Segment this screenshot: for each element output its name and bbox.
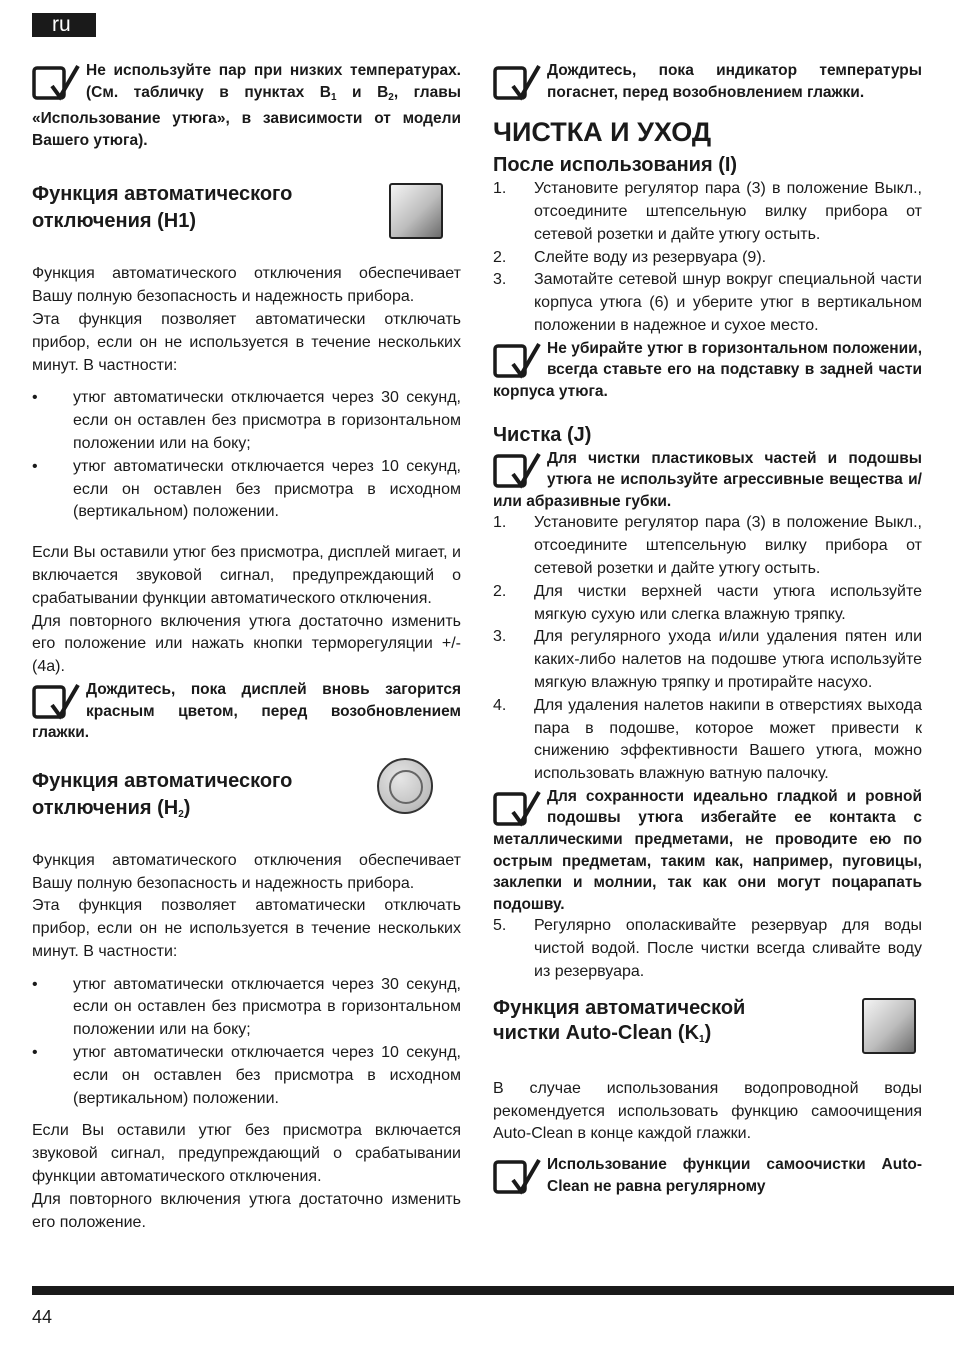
section-h2-title: Функция автоматического отключения $(H_2)$ bbox=[32, 769, 293, 820]
checkbox-check-icon bbox=[493, 790, 541, 828]
auto-clean-header bbox=[493, 996, 922, 1052]
bottom-rule bbox=[32, 1286, 954, 1295]
checkbox-check-icon bbox=[493, 452, 541, 490]
section-h1-title: Функция автоматического отключения (H1) bbox=[32, 183, 293, 233]
list-item: 1. Установите регулятор пара (3) в положение Выкл., отсоедините штепсельную вилку прибора от сетевой розетки и дайте утюгу остыть. bbox=[493, 180, 922, 243]
list-item: 4. Для удаления налетов накипи в отверстиях выхода пара в подошве, которое может привести к снижению эффективности Вашего утюга, можно использовать влажную ватную палочку. bbox=[493, 696, 922, 783]
cleaning-title: Чистка (J) bbox=[493, 423, 592, 446]
checkbox-check-icon bbox=[493, 64, 541, 102]
section-h1-header bbox=[32, 181, 461, 235]
list-item: 1. Установите регулятор пара (3) в положение Выкл., отсоедините штепсельную вилку прибора от сетевой розетки и дайте утюгу остыть. bbox=[493, 514, 922, 577]
list-item: 2. Для чистки верхней части утюга используйте мягкую сухую или слегка влажную тряпку. bbox=[493, 582, 922, 623]
note-no-abrasives: Для чистки пластиковых частей и подошвы утюга не используйте агрессивные вещества и/или абразивные губки. bbox=[493, 449, 922, 510]
cleaning-list bbox=[493, 512, 922, 786]
h2-paragraph-3: Если Вы оставили утюг без присмотра включается звуковой сигнал, предупреждающий о срабатывании функции автоматического отключения. bbox=[32, 1122, 461, 1186]
after-use-title: После использования (I) bbox=[493, 154, 738, 177]
note-auto-clean: Использование функции самоочистки Auto-Clean не равна регулярному bbox=[493, 1154, 922, 1197]
dial-knob-icon bbox=[377, 758, 433, 814]
list-item: • утюг автоматически отключается через 30 секунд, если он оставлен без присмотра в горизонтальном положении или на боку; bbox=[32, 975, 461, 1039]
list-item: 2. Слейте воду из резервуара (9). bbox=[493, 248, 767, 266]
h1-paragraph-1: Функция автоматического отключения обеспечивает Вашу полную безопасность и надежность прибора. bbox=[32, 265, 461, 306]
square-gradient-icon bbox=[389, 183, 443, 239]
left-column bbox=[32, 60, 461, 1234]
page-number: 44 bbox=[32, 1307, 53, 1327]
checkbox-check-icon bbox=[32, 683, 80, 721]
note-low-temperature-text: Не используйте пар при низких температурах. (См. табличку в пунктах $B_1$ и $B_2$, главы «Использование утюга», в зависимости от модели Вашего утюга). bbox=[32, 62, 461, 149]
square-gradient-icon bbox=[862, 998, 916, 1054]
after-use-list bbox=[493, 178, 922, 338]
note-vertical-storage: Не убирайте утюг в горизонтальном положении, всегда ставьте его на подставку в задней части корпуса утюга. bbox=[493, 339, 922, 400]
checkbox-check-icon bbox=[493, 1158, 541, 1196]
note-display-red: Дождитесь, пока дисплей вновь загорится красным цветом, перед возобновлением глажки. bbox=[32, 680, 461, 742]
main-section-title: ЧИСТКА И УХОД bbox=[493, 117, 712, 148]
h1-paragraph-3: Если Вы оставили утюг без присмотра, дисплей мигает, и включается звуковой сигнал, предупреждающий о срабатывании функции автоматического отключения. bbox=[32, 544, 461, 607]
list-item: • утюг автоматически отключается через 10 секунд, если он оставлен без присмотра в исходном (вертикальном) положении. bbox=[32, 457, 461, 521]
language-tab: ru bbox=[32, 13, 96, 37]
auto-clean-paragraph: В случае использования водопроводной воды рекомендуется использовать функцию самоочищения Auto-Clean в конце каждой глажки. bbox=[493, 1079, 922, 1143]
checkbox-check-icon bbox=[32, 64, 80, 102]
list-item: • утюг автоматически отключается через 30 секунд, если он оставлен без присмотра в горизонтальном положении или на боку; bbox=[32, 389, 461, 452]
auto-clean-title: Функция автоматической чистки Auto-Clean $(K_1)$ bbox=[493, 996, 746, 1045]
h1-bullet-list bbox=[32, 387, 461, 524]
list-item: 3. Замотайте сетевой шнур вокруг специальной части корпуса утюга (6) и уберите утюг в вертикальном положении в надежное и сухое место. bbox=[493, 271, 922, 334]
h1-paragraph-4: Для повторного включения утюга достаточно изменить его положение или нажать кнопки терморегуляции +/- (4a). bbox=[32, 612, 461, 676]
list-item: • утюг автоматически отключается через 10 секунд, если он оставлен без присмотра в исходном (вертикальном) положении. bbox=[32, 1044, 461, 1107]
h2-paragraph-4: Для повторного включения утюга достаточно изменить его положение. bbox=[32, 1190, 461, 1231]
right-column bbox=[493, 60, 922, 1197]
note-soleplate-care: Для сохранности идеально гладкой и ровной подошвы утюга избегайте ее контакта с металлическими предметами, не проводите ею по острым предметам, таким как, например, пуговицы, заклепки и молнии, так как они могут поцарапать подошву. bbox=[493, 787, 922, 913]
note-temperature-indicator: Дождитесь, пока индикатор температуры погаснет, перед возобновлением глажки. bbox=[493, 60, 922, 103]
section-h2-header bbox=[32, 768, 461, 828]
h2-paragraph-2: Эта функция позволяет автоматически отключать прибор, если он не используется в течение нескольких минут. В частности: bbox=[32, 897, 461, 960]
checkbox-check-icon bbox=[493, 342, 541, 380]
h2-paragraph-1: Функция автоматического отключения обеспечивает Вашу полную безопасность и надежность прибора. bbox=[32, 851, 461, 892]
note-low-temperature bbox=[32, 60, 461, 151]
h2-bullet-list bbox=[32, 974, 461, 1111]
list-item: 5. Регулярно ополаскивайте резервуар для воды чистой водой. После чистки всегда сливайте воду из резервуара. bbox=[493, 917, 922, 981]
list-item: 3. Для регулярного ухода и/или удаления пятен или каких-либо налетов на подошве утюга используйте мягкую влажную тряпку и протирайте насухо. bbox=[493, 628, 922, 691]
h1-paragraph-2: Эта функция позволяет автоматически отключать прибор, если он не используется в течение нескольких минут. В частности: bbox=[32, 310, 461, 374]
cleaning-list-continued bbox=[493, 915, 922, 983]
